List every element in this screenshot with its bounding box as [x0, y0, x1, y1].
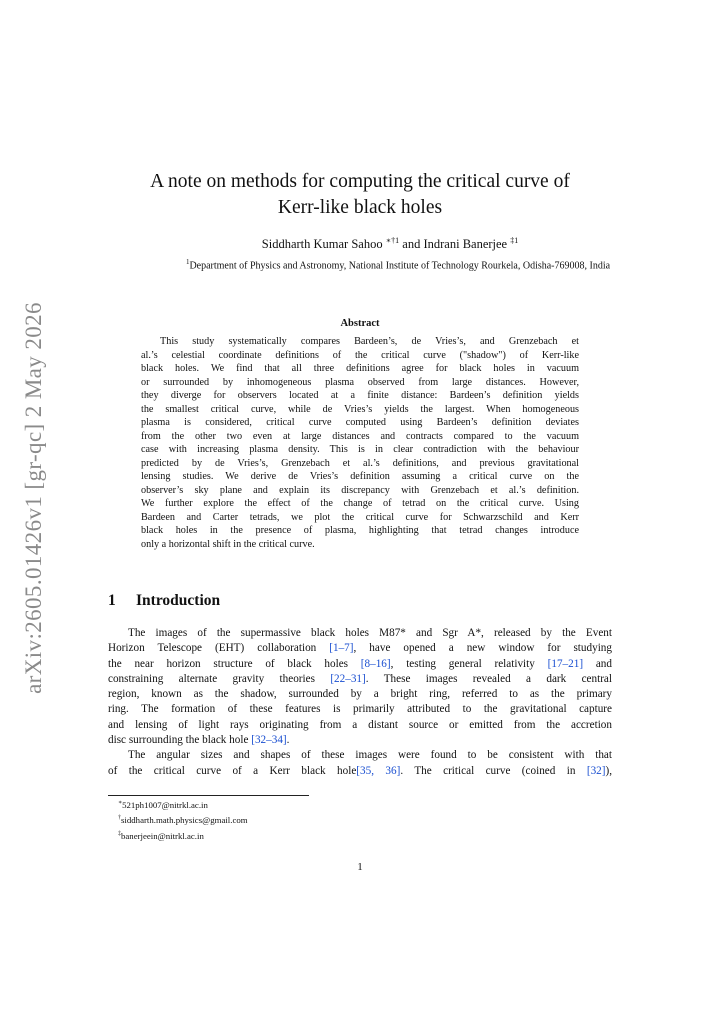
- abstract-heading: Abstract: [340, 318, 380, 329]
- body-line: [108, 748, 612, 763]
- body-line: [108, 733, 612, 748]
- footnote-mark: ∗: [118, 800, 123, 806]
- body-text-span: of the critical curve of a Kerr black hole: [108, 764, 357, 777]
- author-conjunction: and: [402, 237, 421, 252]
- abstract-line: they diverge for observers located at a finite distance: Bardeen’s definition yields: [141, 390, 579, 401]
- author-1-marks: ∗†1: [385, 236, 400, 245]
- citation-link[interactable]: [32–34]: [251, 734, 287, 747]
- footnote-divider: [108, 795, 309, 796]
- section-heading: [108, 592, 220, 610]
- body-text-span: . The critical curve (coined in: [400, 764, 587, 777]
- abstract-line: black holes. We find that all three definitions agree for black holes in vacuum: [141, 363, 579, 374]
- citation-link[interactable]: 36]: [385, 764, 401, 777]
- abstract-line: predicted by de Vries’s, Grenzebach et al.’s definitions, and previous gravitational: [141, 457, 579, 469]
- author-list: [120, 236, 660, 252]
- title-line-2: Kerr-like black holes: [277, 197, 443, 218]
- footnote: [118, 812, 248, 827]
- body-text: [108, 626, 612, 779]
- footnote-email[interactable]: 521ph1007@nitrkl.ac.in: [122, 799, 208, 810]
- citation-link[interactable]: [17–21]: [547, 657, 584, 670]
- citation-link[interactable]: [35,: [356, 764, 375, 777]
- body-text-span: , have opened a new window for studying: [353, 642, 612, 655]
- body-text-span: region, known as the shadow, surrounded by a bright ring, referred to as the primary: [108, 688, 612, 701]
- arxiv-identifier: arXiv:2605.01426v1 [gr-qc] 2 May 2026: [21, 301, 47, 694]
- affiliation: [60, 258, 721, 271]
- body-text-span: Horizon Telescope (EHT) collaboration: [108, 642, 330, 655]
- body-text-span: The angular sizes and shapes of these images were found to be consistent with that: [128, 749, 612, 762]
- affiliation-mark: 1: [185, 258, 190, 266]
- body-text-span: ),: [605, 764, 613, 777]
- title-line-1: A note on methods for computing the critical curve of: [150, 171, 570, 192]
- body-text-span: disc surrounding the black hole: [108, 734, 252, 747]
- body-line: [108, 672, 612, 687]
- abstract-line: al.’s celestial coordinate definitions of the critical curve ("shadow") of Kerr-like: [141, 349, 579, 361]
- footnotes: [118, 797, 248, 843]
- abstract-line: plasma is considered, critical curve computed using Bardeen’s definition deviates: [141, 417, 579, 428]
- abstract-line: lensing studies. We derive de Vries’s definition assuming a critical curve on the: [141, 471, 579, 482]
- footnote-mark: †: [118, 815, 121, 822]
- citation-link[interactable]: [1–7]: [329, 642, 354, 655]
- body-text-span: and lensing of light rays originating from a distant source or emitted from the accretion: [108, 718, 612, 731]
- footnote: [118, 797, 248, 812]
- abstract-line: Bardeen and Carter tetrads, we plot the critical curve for Schwarzschild and Kerr: [141, 511, 579, 523]
- body-text-span: the near horizon structure of black holes: [108, 657, 361, 670]
- abstract-line: only a horizontal shift in the critical curve.: [141, 538, 315, 550]
- footnote: [118, 828, 248, 843]
- citation-link[interactable]: [8–16]: [360, 657, 391, 670]
- footnote-email[interactable]: siddharth.math.physics@gmail.com: [121, 815, 248, 826]
- body-line: [108, 687, 612, 702]
- affiliation-text: Department of Physics and Astronomy, National Institute of Technology Rourkela, Odisha-769008, India: [189, 260, 611, 272]
- abstract-line: This study systematically compares Bardeen’s, de Vries’s, and Grenzebach et: [160, 336, 579, 347]
- page-number: 1: [357, 861, 363, 873]
- citation-link[interactable]: [22–31]: [330, 672, 366, 685]
- paper-title: [60, 169, 660, 221]
- footnote-mark: ‡: [118, 830, 121, 837]
- body-text-span: and: [583, 657, 612, 670]
- body-line: [108, 626, 612, 641]
- abstract-line: We further explore the effect of the change of tetrad on the critical curve. Using: [141, 498, 579, 509]
- section-title: Introduction: [136, 592, 221, 609]
- body-text-span: .: [286, 734, 290, 747]
- abstract-line: or surrounded by inhomogeneous plasma observed from large distances. However,: [141, 376, 579, 388]
- abstract-line: black holes in the presence of plasma, highlighting that tetrad changes introduce: [141, 525, 579, 536]
- body-text-span: constraining alternate gravity theories: [108, 672, 331, 685]
- body-text-span: , testing general relativity: [390, 657, 548, 670]
- body-line: [108, 657, 612, 672]
- abstract-line: case with increasing plasma density. This is in clear contradiction with the behaviour: [141, 444, 579, 455]
- abstract-body: [141, 335, 579, 551]
- body-text-span: ring. The formation of these features is primarily attributed to the gravitational capture: [108, 703, 612, 716]
- author-2-marks: ‡1: [510, 236, 519, 245]
- body-text-span: The images of the supermassive black holes M87* and Sgr A*, released by the Event: [128, 627, 612, 639]
- body-line: [108, 764, 612, 779]
- body-line: [108, 702, 612, 717]
- section-number: 1: [108, 592, 116, 609]
- footnote-email[interactable]: banerjeein@nitrkl.ac.in: [121, 830, 204, 841]
- author-2: Indrani Banerjee: [423, 237, 508, 252]
- abstract-line: from the other two even at large distances and contracts compared to the vacuum: [141, 430, 579, 442]
- author-1: Siddharth Kumar Sahoo: [261, 237, 383, 252]
- body-text-span: . These images revealed a dark central: [365, 672, 613, 685]
- body-line: [108, 718, 612, 733]
- citation-link[interactable]: [32]: [586, 764, 606, 777]
- abstract-line: the smallest critical curve, while de Vries’s yields the largest. When homogeneous: [141, 403, 579, 415]
- arxiv-stamp: [14, 301, 54, 694]
- body-text-span: [374, 765, 385, 777]
- body-line: [108, 641, 612, 656]
- abstract-line: observer’s sky plane and explain its discrepancy with Grenzebach et al.’s definition.: [141, 484, 579, 496]
